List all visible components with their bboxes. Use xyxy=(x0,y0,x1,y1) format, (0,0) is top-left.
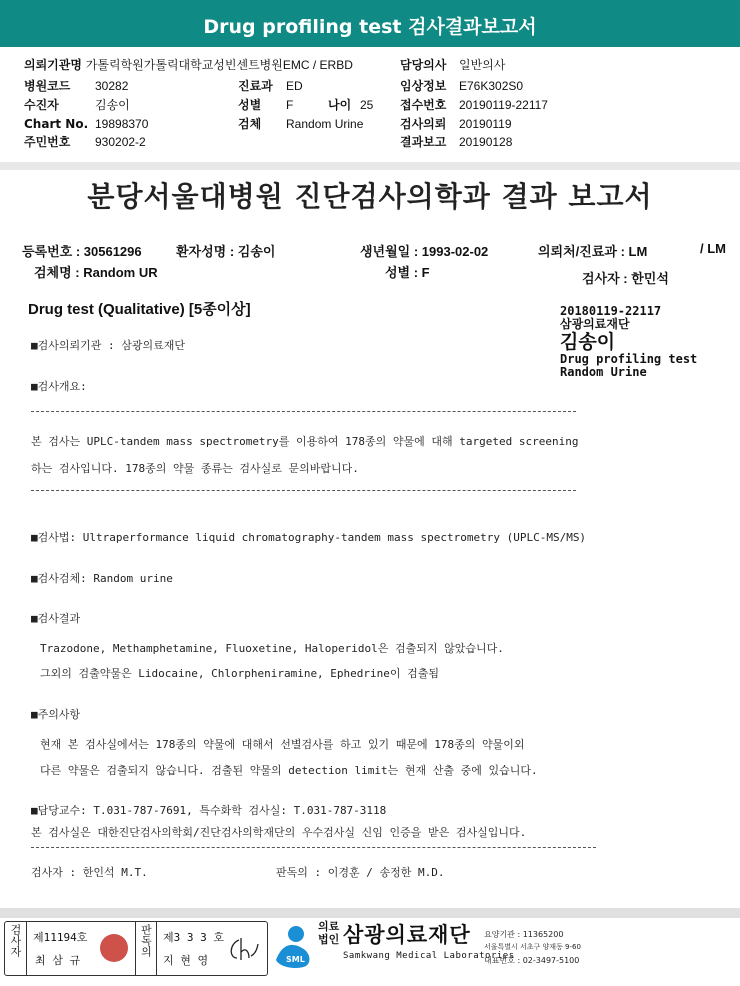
reception-value: 20190119-22117 xyxy=(459,98,548,112)
clinical-label: 임상정보 xyxy=(400,79,447,93)
lab-institution: ■검사의뢰기관 : 삼광의료재단 xyxy=(31,339,186,352)
resident-row xyxy=(24,135,70,149)
patient-name: 환자성명 : 김송이 xyxy=(176,244,276,259)
examiner-vertical-label: 검사자 xyxy=(5,922,27,975)
dept-label: 진료과 xyxy=(238,79,273,93)
institution-value: 가톨릭학원가톨릭대학교성빈센트병원EMC / ERBD xyxy=(85,58,353,72)
resident-value: 930202-2 xyxy=(95,135,146,149)
institution-label: 의뢰기관명 xyxy=(24,58,82,72)
examiner: 검사자 : 한민석 xyxy=(582,271,669,286)
footer-divider xyxy=(0,908,740,918)
doctor-label: 담당의사 xyxy=(400,58,447,72)
caution-line-1: 현재 본 검사실에서는 178종의 약물에 대해서 선별검사를 하고 있기 때문에 178종의 약물이외 xyxy=(40,738,525,751)
certification-line: 본 검사실은 대한진단검사의학회/진단검사의학재단의 우수검사실 신임 인증을 받은 검사실입니다. xyxy=(31,826,527,839)
org-prefix: 의료 법인 xyxy=(318,920,340,946)
patient-sex: 성별 : F xyxy=(385,265,430,280)
method: ■검사법: Ultraperformance liquid chromatography-tandem mass spectrometry (UPLC-MS/MS) xyxy=(31,531,587,544)
overview-line-2: 하는 검사입니다. 178종의 약물 종류는 검사실로 문의바랍니다. xyxy=(31,462,359,475)
dashed-divider xyxy=(31,411,576,412)
sex-label: 성별 xyxy=(238,98,262,112)
specimen-value: Random Urine xyxy=(286,117,364,131)
sml-logo-icon xyxy=(272,920,318,970)
chart-label: Chart No. xyxy=(24,117,89,131)
label-specimen: Random Urine xyxy=(560,365,647,379)
registration-number: 등록번호 : 30561296 xyxy=(22,244,142,259)
age-label: 나이 xyxy=(328,98,352,112)
signature-box xyxy=(4,921,268,976)
org-english-name: Samkwang Medical Laboratories xyxy=(343,951,515,961)
org-address: 서울특별시 서초구 양재동 9-60 xyxy=(484,943,581,951)
svg-text:SML: SML xyxy=(286,955,305,964)
specimen-label-sticker xyxy=(560,305,697,379)
report-label: 결과보고 xyxy=(400,135,447,149)
caution-line-2: 다른 약물은 검출되지 않습니다. 검출된 약물의 detection limit는 현재 산출 중에 있습니다. xyxy=(40,764,538,777)
section-divider xyxy=(0,162,740,170)
reviewer-signature-mark xyxy=(225,934,261,964)
label-reception-number: 20180119-22117 xyxy=(560,304,662,318)
result-heading: ■검사결과 xyxy=(31,612,81,625)
examiner-license-no: 제11194호 xyxy=(33,931,88,944)
patient-row xyxy=(24,98,59,112)
request-label: 검사의뢰 xyxy=(400,117,447,131)
requester-dept: / LM xyxy=(700,241,726,256)
request-value: 20190119 xyxy=(459,117,512,131)
chart-value: 19898370 xyxy=(95,117,149,131)
reviewer-name: 지 현 영 xyxy=(163,954,209,967)
examiner-name: 최 삼 규 xyxy=(35,954,81,967)
org-code: 요양기관 : 11365200 xyxy=(484,930,564,939)
dashed-divider xyxy=(31,490,576,491)
org-phone: 대표번호 : 02-3497-5100 xyxy=(484,956,580,965)
birth-date: 생년월일 : 1993-02-02 xyxy=(360,244,489,259)
clinical-value: E76K302S0 xyxy=(459,79,524,93)
reviewer-license-no: 제3 3 3 호 xyxy=(163,931,224,944)
test-name: Drug test (Qualitative) [5종이상] xyxy=(28,301,251,318)
age-value: 25 xyxy=(360,98,374,112)
label-org-name: 삼광의료재단 xyxy=(560,317,630,331)
specimen-line: ■검사검체: Random urine xyxy=(31,572,173,585)
hospital-code-row xyxy=(24,79,70,93)
result-line-1: Trazodone, Methamphetamine, Fluoxetine, Haloperidol은 검출되지 않았습니다. xyxy=(40,642,504,655)
label-patient-name: 김송이 xyxy=(560,331,616,353)
patient-label: 수진자 xyxy=(24,98,59,112)
specimen-name: 검체명 : Random UR xyxy=(34,265,158,280)
report-value: 20190128 xyxy=(459,135,513,149)
chart-row xyxy=(24,117,88,131)
reviewer-signature: 판독의 : 이경훈 / 송정한 M.D. xyxy=(276,866,445,879)
report-banner: Drug profiling test 검사결과보고서 xyxy=(0,0,740,47)
reception-label: 접수번호 xyxy=(400,98,447,112)
dept-value: ED xyxy=(286,79,303,93)
dashed-divider xyxy=(31,847,596,848)
org-name: 삼광의료재단 xyxy=(343,923,471,947)
examiner-seal xyxy=(100,934,128,962)
report-title: 분당서울대병원 진단검사의학과 결과 보고서 xyxy=(87,180,653,213)
overview-heading: ■검사개요: xyxy=(31,380,87,393)
overview-line-1: 본 검사는 UPLC-tandem mass spectrometry를 이용하여 178종의 약물에 대해 targeted screening xyxy=(31,435,579,448)
requester: 의뢰처/진료과 : LM xyxy=(538,244,648,259)
specimen-label: 검체 xyxy=(238,117,262,131)
hospital-code-label: 병원코드 xyxy=(24,79,71,93)
institution-row xyxy=(24,58,353,72)
contact-line: ■담당교수: T.031-787-7691, 특수화학 검사실: T.031-787-3118 xyxy=(31,804,387,817)
label-test-name: Drug profiling test xyxy=(560,352,698,366)
examiner-signature: 검사자 : 한인석 M.T. xyxy=(31,866,148,879)
patient-value: 김송이 xyxy=(95,98,130,112)
caution-heading: ■주의사항 xyxy=(31,708,81,721)
hospital-code-value: 30282 xyxy=(95,79,129,93)
doctor-value: 일반의사 xyxy=(459,58,506,72)
resident-label: 주민번호 xyxy=(24,135,71,149)
sex-value: F xyxy=(286,98,294,112)
reviewer-vertical-label: 판독의 xyxy=(135,922,157,975)
result-line-2: 그외의 검출약물은 Lidocaine, Chlorpheniramine, Ephedrine이 검출됨 xyxy=(40,667,440,680)
